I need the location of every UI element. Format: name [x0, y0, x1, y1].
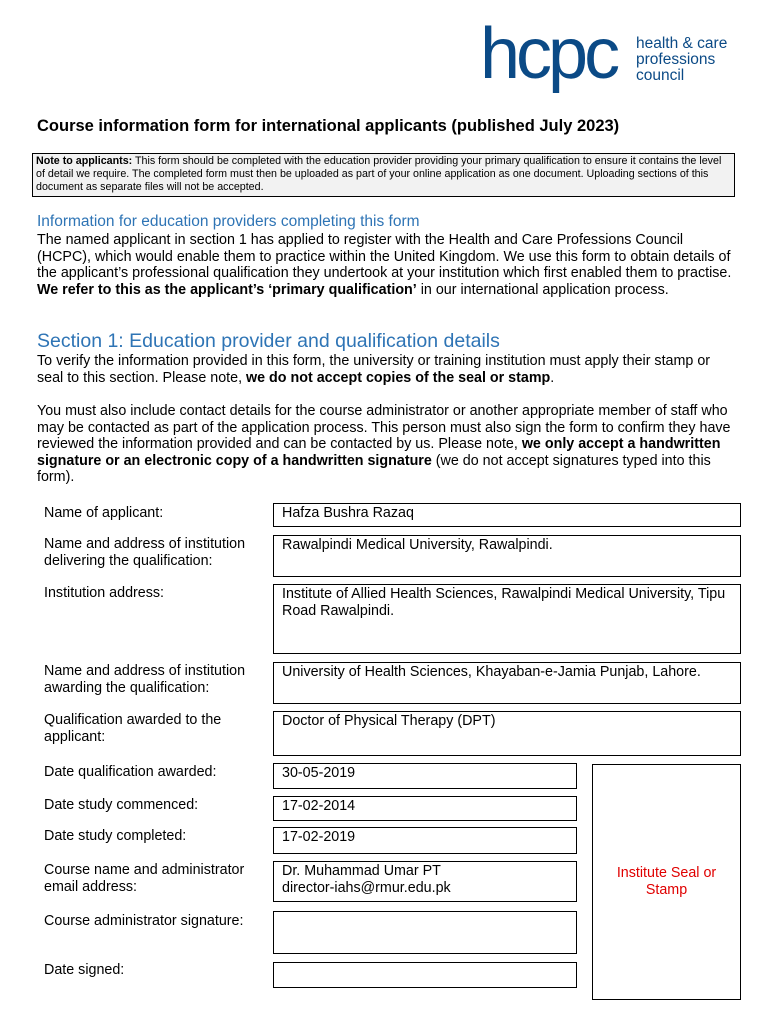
info-text-end: in our international application process. — [416, 281, 669, 298]
logo-line: health & care — [636, 35, 728, 52]
p2-text: You must also include contact details for the course administrator or another appropriate member of staff who may be contacted as part of the application process. This person must also sign the form to confirm they have reviewed the information provided and can be contacted by us. Please note, — [37, 403, 731, 453]
date-commenced-field[interactable]: 17-02-2014 — [273, 796, 577, 821]
address-field[interactable]: Institute of Allied Health Sciences, Rawalpindi Medical University, Tipu Road Rawalpindi. — [273, 584, 741, 654]
info-text: The named applicant in section 1 has applied to register with the Health and Care Professions Council (HCPC), which would enable them to practice within the United Kingdom. We use this form to obtain details of the applicant’s professional qualification they undertook at your institution which first enabled them to practise. — [37, 232, 732, 282]
logo-line: council — [636, 67, 685, 84]
p1-text: To verify the information provided in this form, the university or training institution must apply their stamp or seal to this section. Please note, — [37, 353, 711, 386]
hcpc-logo — [480, 14, 740, 100]
p2-bold: we only accept a handwritten signature or an electronic copy of a handwritten signature — [37, 436, 721, 469]
qualification-field[interactable]: Doctor of Physical Therapy (DPT) — [273, 711, 741, 756]
note-text: This form should be completed with the education provider providing your primary qualification to ensure it contains the level of detail we require. The completed form must then be uploaded as part of your online application as one document. Uploading sections of this document as separate files will not be accepted. — [36, 155, 722, 193]
logo-subtitle — [636, 36, 727, 84]
date-completed-field[interactable]: 17-02-2019 — [273, 827, 577, 854]
note-box — [32, 153, 735, 197]
p1-bold: we do not accept copies of the seal or stamp — [246, 369, 551, 386]
page-title: Course information form for international applicants (published July 2023) — [37, 117, 620, 135]
p2-end: (we do not accept signatures typed into this form). — [37, 452, 711, 486]
course-name-value: Dr. Muhammad Umar PT — [282, 863, 441, 879]
date-completed-label: Date study completed: — [44, 828, 187, 844]
logo-line: professions — [636, 51, 716, 68]
delivering-label: Name and address of institution delivering the qualification: — [44, 536, 246, 569]
info-heading: Information for education providers completing this form — [37, 213, 420, 230]
signature-label: Course administrator signature: — [44, 913, 244, 929]
date-awarded-field[interactable]: 30-05-2019 — [273, 763, 577, 789]
seal-label: Institute Seal or Stamp — [616, 865, 717, 898]
date-commenced-label: Date study commenced: — [44, 797, 199, 813]
info-paragraph — [37, 232, 737, 298]
section1-heading: Section 1: Education provider and qualification details — [37, 330, 500, 352]
p1-end: . — [550, 369, 555, 386]
note-label: Note to applicants: — [36, 155, 133, 167]
applicant-label: Name of applicant: — [44, 505, 164, 521]
address-label: Institution address: — [44, 585, 165, 601]
awarding-field[interactable]: University of Health Sciences, Khayaban-e-Jamia Punjab, Lahore. — [273, 662, 741, 704]
admin-email-value: director-iahs@rmur.edu.pk — [282, 879, 451, 896]
logo-wordmark: hcpc — [480, 14, 617, 94]
signature-field[interactable] — [273, 911, 577, 954]
qualification-label: Qualification awarded to the applicant: — [44, 712, 222, 745]
date-signed-field[interactable] — [273, 962, 577, 988]
date-awarded-label: Date qualification awarded: — [44, 764, 217, 780]
section1-paragraph-1 — [37, 353, 737, 386]
seal-stamp-box — [592, 764, 741, 1000]
awarding-label: Name and address of institution awarding the qualification: — [44, 663, 246, 696]
delivering-field[interactable]: Rawalpindi Medical University, Rawalpindi. — [273, 535, 741, 577]
info-bold: We refer to this as the applicant’s ‘primary qualification’ — [37, 281, 417, 298]
applicant-field[interactable]: Hafza Bushra Razaq — [273, 503, 741, 527]
course-label: Course name and administrator email address: — [44, 862, 245, 895]
date-signed-label: Date signed: — [44, 962, 125, 978]
course-field[interactable] — [273, 861, 577, 902]
section1-paragraph-2 — [37, 403, 737, 486]
